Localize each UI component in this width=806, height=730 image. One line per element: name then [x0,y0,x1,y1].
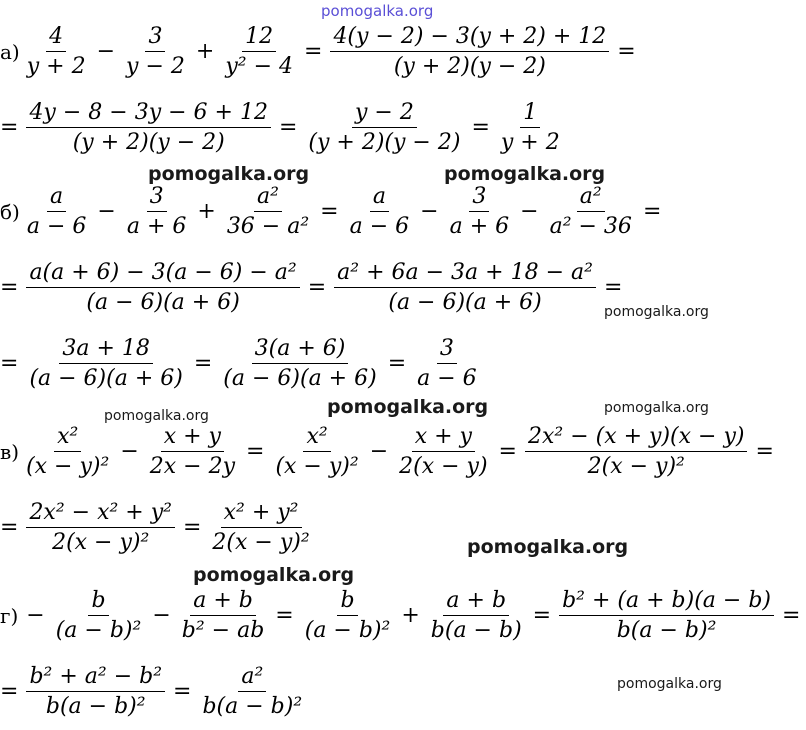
fraction: $\frac{y - 2}{(y + 2)(y - 2)}$ [308,100,461,155]
watermark: pomogalka.org [327,396,489,418]
fraction: $\frac{3}{y - 2}$ [126,24,185,79]
operator: − [152,603,171,628]
watermark-top: pomogalka.org [321,2,434,20]
watermark: pomogalka.org [604,400,709,416]
fraction: $\frac{\text{x²}}{\text{(x − y)²}}$ [275,424,359,479]
fraction: $\frac{12}{\text{y² − 4}}$ [225,24,293,79]
fraction: $\frac{\text{a²}}{\text{b(a − b)²}}$ [202,664,303,719]
watermark: pomogalka.org [193,564,355,586]
operator: − [97,199,116,224]
operator: − [96,39,116,64]
operator: = [617,39,636,64]
watermark: pomogalka.org [444,163,606,185]
fraction: $\frac{4y - 8 - 3y - 6 + 12}{(y + 2)(y - 2)}$ [24,100,273,155]
operator: − [369,439,389,464]
operator: = [246,439,265,464]
operator: = [471,115,490,140]
fraction: $\frac{a + b}{b(a - b)}$ [430,588,522,643]
fraction: $\frac{4(y - 2) - 3(y + 2) + 12}{(y + 2)(y - 2)}$ [328,24,611,79]
operator: = [0,351,19,376]
watermark: pomogalka.org [604,304,709,320]
v-line-2 [0,500,315,555]
a-line-2 [0,100,565,155]
fraction: $\frac{a}{a - 6}$ [349,184,410,239]
a-line-1 [0,24,642,79]
operator: = [307,275,327,300]
fraction: $\frac{\text{x²}}{\text{(x − y)²}}$ [26,424,110,479]
b-line-2 [0,260,628,315]
operator: = [782,603,801,628]
part-label: в) [0,439,20,464]
operator: = [278,115,298,140]
operator: = [387,351,407,376]
fraction: $\frac{3(a + 6)}{(a - 6)(a + 6)}$ [223,336,377,391]
operator: + [401,603,420,628]
operator: + [195,39,215,64]
operator: = [532,603,552,628]
fraction: $\frac{1}{y + 2}$ [500,100,560,155]
fraction: $\frac{a}{a - 6}$ [26,184,87,239]
fraction: $\frac{\text{a²}}{\text{a² − 36}}$ [549,184,632,239]
operator: = [304,39,323,64]
g-line-1 [0,588,806,643]
operator: − [420,199,439,224]
watermark: pomogalka.org [104,408,209,424]
operator: = [603,275,623,300]
operator: − [26,603,45,628]
v-line-1 [0,424,780,479]
fraction: $\frac{\text{x² + y²}}{\text{2(x − y)²}}$ [212,500,310,555]
operator: = [0,515,19,540]
operator: = [0,679,19,704]
b-line-3 [0,336,482,391]
part-label: б) [0,199,20,224]
operator: = [498,439,517,464]
fraction: $\frac{3}{a + 6}$ [126,184,187,239]
fraction: $\frac{b}{\text{(a − b)²}}$ [55,588,142,643]
fraction: $\frac{\text{b² + (a + b)(a − b)}}{\text{b(a − b)²}}$ [557,588,776,643]
operator: = [0,115,19,140]
operator: + [197,199,216,224]
watermark: pomogalka.org [467,536,629,558]
watermark: pomogalka.org [148,163,310,185]
fraction: $\frac{3}{a - 6}$ [417,336,477,391]
fraction: $\frac{\text{a²}}{\text{36 − a²}}$ [226,184,310,239]
fraction: $\frac{x + y}{2(x - y)}$ [399,424,488,479]
fraction: $\frac{\text{a(a + 6) − 3(a − 6) − a²}}{(a - 6)(a + 6)}$ [24,260,301,315]
fraction: $\frac{3a + 18}{(a - 6)(a + 6)}$ [29,336,183,391]
operator: − [120,439,139,464]
b-line-1 [0,184,667,239]
fraction: $\frac{3}{a + 6}$ [449,184,510,239]
operator: = [755,439,774,464]
operator: = [320,199,339,224]
fraction: $\frac{b}{\text{(a − b)²}}$ [304,588,391,643]
fraction: $\frac{\text{a² + 6a − 3a + 18 − a²}}{(a - 6)(a + 6)}$ [332,260,598,315]
operator: = [182,515,202,540]
fraction: $\frac{x + y}{2x - 2y}$ [149,424,235,479]
fraction: $\frac{\text{2x² − x² + y²}}{\text{2(x − y)²}}$ [24,500,177,555]
fraction: $\frac{a + b}{\text{b² − ab}}$ [181,588,265,643]
part-label: а) [0,39,20,64]
operator: = [642,199,662,224]
fraction: $\frac{\text{b² + a² − b²}}{\text{b(a − b)²}}$ [24,664,167,719]
part-label: г) [0,603,19,628]
fraction: $\frac{\text{2x² − (x + y)(x − y)}}{\text{2(x − y)²}}$ [523,424,750,479]
operator: − [520,199,539,224]
operator: = [173,679,192,704]
operator: = [0,275,19,300]
operator: = [193,351,213,376]
fraction: $\frac{4}{y + 2}$ [26,24,86,79]
operator: = [275,603,294,628]
g-line-2 [0,664,307,719]
watermark: pomogalka.org [617,676,722,692]
